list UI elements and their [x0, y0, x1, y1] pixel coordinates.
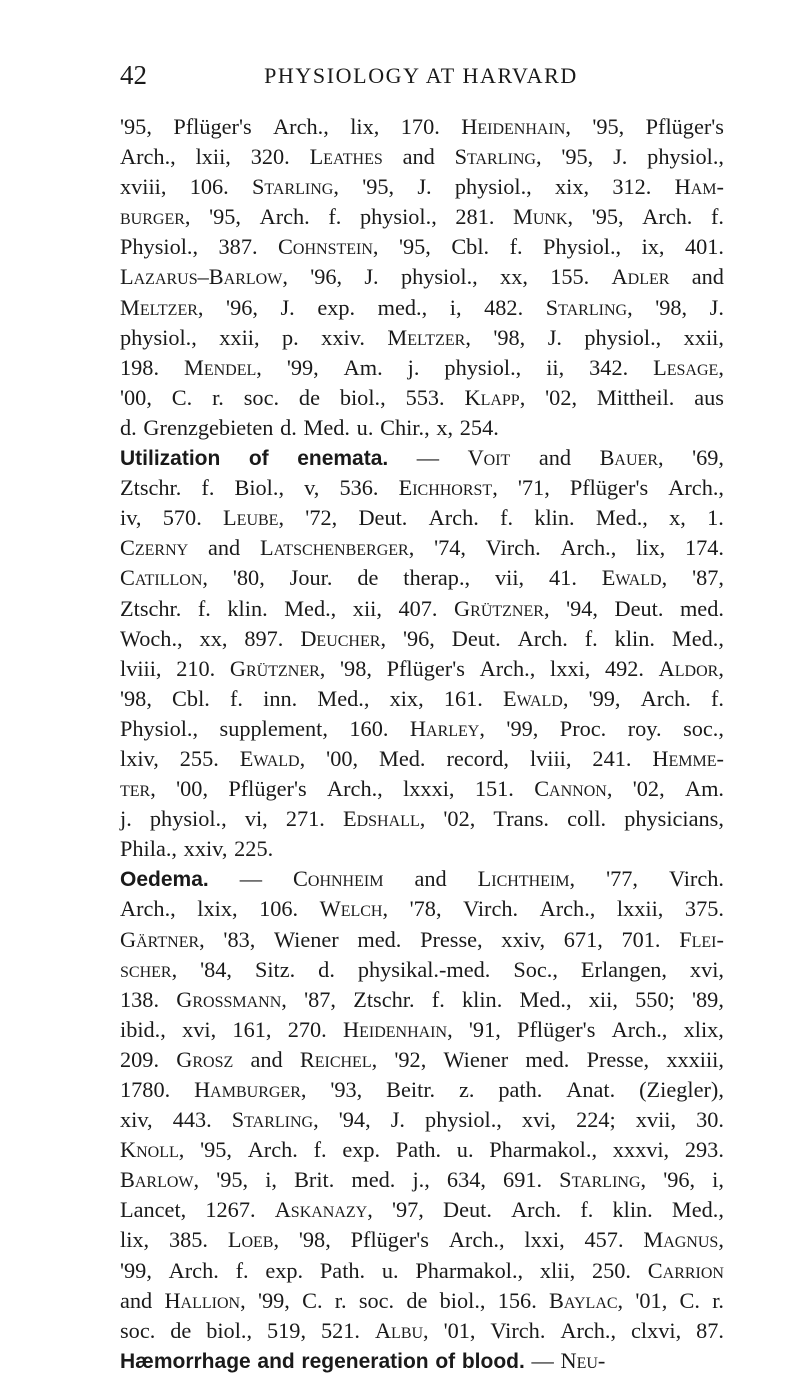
text-line: Arch., lxix, 106. Welch, '78, Virch. Arch., lxxii, 375. — [120, 896, 724, 922]
text-line: '95, Pflüger's Arch., lix, 170. Heidenhain, '95, Pflüger's — [120, 114, 724, 139]
text-line: Phila., xxiv, 225. — [120, 836, 274, 862]
text-line: physiol., xxii, p. xxiv. Meltzer, '98, J. physiol., xxii, — [120, 324, 724, 350]
text-line: Ztschr. f. Biol., v, 536. Eichhorst, '71, Pflüger's Arch., — [120, 475, 724, 501]
text-line: lxiv, 255. Ewald, '00, Med. record, lviii, 241. Hemme- — [120, 745, 724, 771]
page-header — [120, 58, 722, 98]
text-line: Barlow, '95, i, Brit. med. j., 634, 691. Starling, '96, i, — [120, 1167, 724, 1193]
text-line: Czerny and Latschenberger, '74, Virch. Arch., lix, 174. — [120, 535, 724, 561]
text-line: d. Grenzgebieten d. Med. u. Chir., x, 254. — [120, 414, 499, 440]
text-line: Physiol., 387. Cohnstein, '95, Cbl. f. Physiol., ix, 401. — [120, 234, 724, 260]
text-line: Lancet, 1267. Askanazy, '97, Deut. Arch. f. klin. Med., — [120, 1197, 724, 1223]
text-line: Oedema. — Cohnheim and Lichtheim, '77, Virch. — [120, 866, 724, 892]
text-line: Ztschr. f. klin. Med., xii, 407. Grützner, '94, Deut. med. — [120, 595, 724, 621]
text-line: and Hallion, '99, C. r. soc. de biol., 156. Baylac, '01, C. r. — [120, 1287, 724, 1313]
text-line: iv, 570. Leube, '72, Deut. Arch. f. klin. Med., x, 1. — [120, 505, 724, 531]
text-line: j. physiol., vi, 271. Edshall, '02, Trans. coll. physicians, — [120, 806, 724, 832]
text-line: Meltzer, '96, J. exp. med., i, 482. Starling, '98, J. — [120, 294, 724, 320]
text-line: xviii, 106. Starling, '95, J. physiol., xix, 312. Ham- — [120, 174, 724, 200]
text-line: xiv, 443. Starling, '94, J. physiol., xvi, 224; xvii, 30. — [120, 1107, 724, 1133]
text-line: Physiol., supplement, 160. Harley, '99, Proc. roy. soc., — [120, 715, 724, 741]
text-line: Woch., xx, 897. Deucher, '96, Deut. Arch. f. klin. Med., — [120, 625, 724, 651]
page-number: 42 — [120, 60, 147, 90]
text-line: burger, '95, Arch. f. physiol., 281. Munk, '95, Arch. f. — [120, 204, 724, 230]
running-head: PHYSIOLOGY AT HARVARD — [264, 63, 578, 88]
bibliography-text — [120, 112, 724, 1376]
text-line: ter, '00, Pflüger's Arch., lxxxi, 151. Cannon, '02, Am. — [120, 776, 724, 802]
text-line: scher, '84, Sitz. d. physikal.-med. Soc., Erlangen, xvi, — [120, 956, 724, 982]
text-line: lviii, 210. Grützner, '98, Pflüger's Arch., lxxi, 492. Aldor, — [120, 655, 724, 681]
text-line: Hæmorrhage and regeneration of blood. — Neu- — [120, 1347, 606, 1373]
text-line: Lazarus–Barlow, '96, J. physiol., xx, 155. Adler and — [120, 264, 724, 290]
text-line: lix, 385. Loeb, '98, Pflüger's Arch., lxxi, 457. Magnus, — [120, 1227, 724, 1253]
text-line: Catillon, '80, Jour. de therap., vii, 41. Ewald, '87, — [120, 565, 724, 591]
text-line: soc. de biol., 519, 521. Albu, '01, Virch. Arch., clxvi, 87. — [120, 1317, 724, 1343]
text-line: '99, Arch. f. exp. Path. u. Pharmakol., xlii, 250. Carrion — [120, 1257, 724, 1283]
text-line: 198. Mendel, '99, Am. j. physiol., ii, 342. Lesage, — [120, 354, 724, 380]
text-line: 138. Grossmann, '87, Ztschr. f. klin. Med., xii, 550; '89, — [120, 986, 724, 1012]
text-line: Knoll, '95, Arch. f. exp. Path. u. Pharmakol., xxxvi, 293. — [120, 1137, 724, 1163]
text-line: '00, C. r. soc. de biol., 553. Klapp, '02, Mittheil. aus — [120, 384, 724, 410]
text-line: Arch., lxii, 320. Leathes and Starling, '95, J. physiol., — [120, 144, 724, 170]
text-line: 209. Grosz and Reichel, '92, Wiener med. Presse, xxxiii, — [120, 1046, 724, 1072]
text-line: 1780. Hamburger, '93, Beitr. z. path. Anat. (Ziegler), — [120, 1077, 724, 1102]
text-line: ibid., xvi, 161, 270. Heidenhain, '91, Pflüger's Arch., xlix, — [120, 1016, 724, 1042]
text-line: Utilization of enemata. — Voit and Bauer, '69, — [120, 445, 724, 471]
text-line: Gärtner, '83, Wiener med. Presse, xxiv, 671, 701. Flei- — [120, 926, 724, 952]
text-line: '98, Cbl. f. inn. Med., xix, 161. Ewald, '99, Arch. f. — [120, 685, 724, 711]
